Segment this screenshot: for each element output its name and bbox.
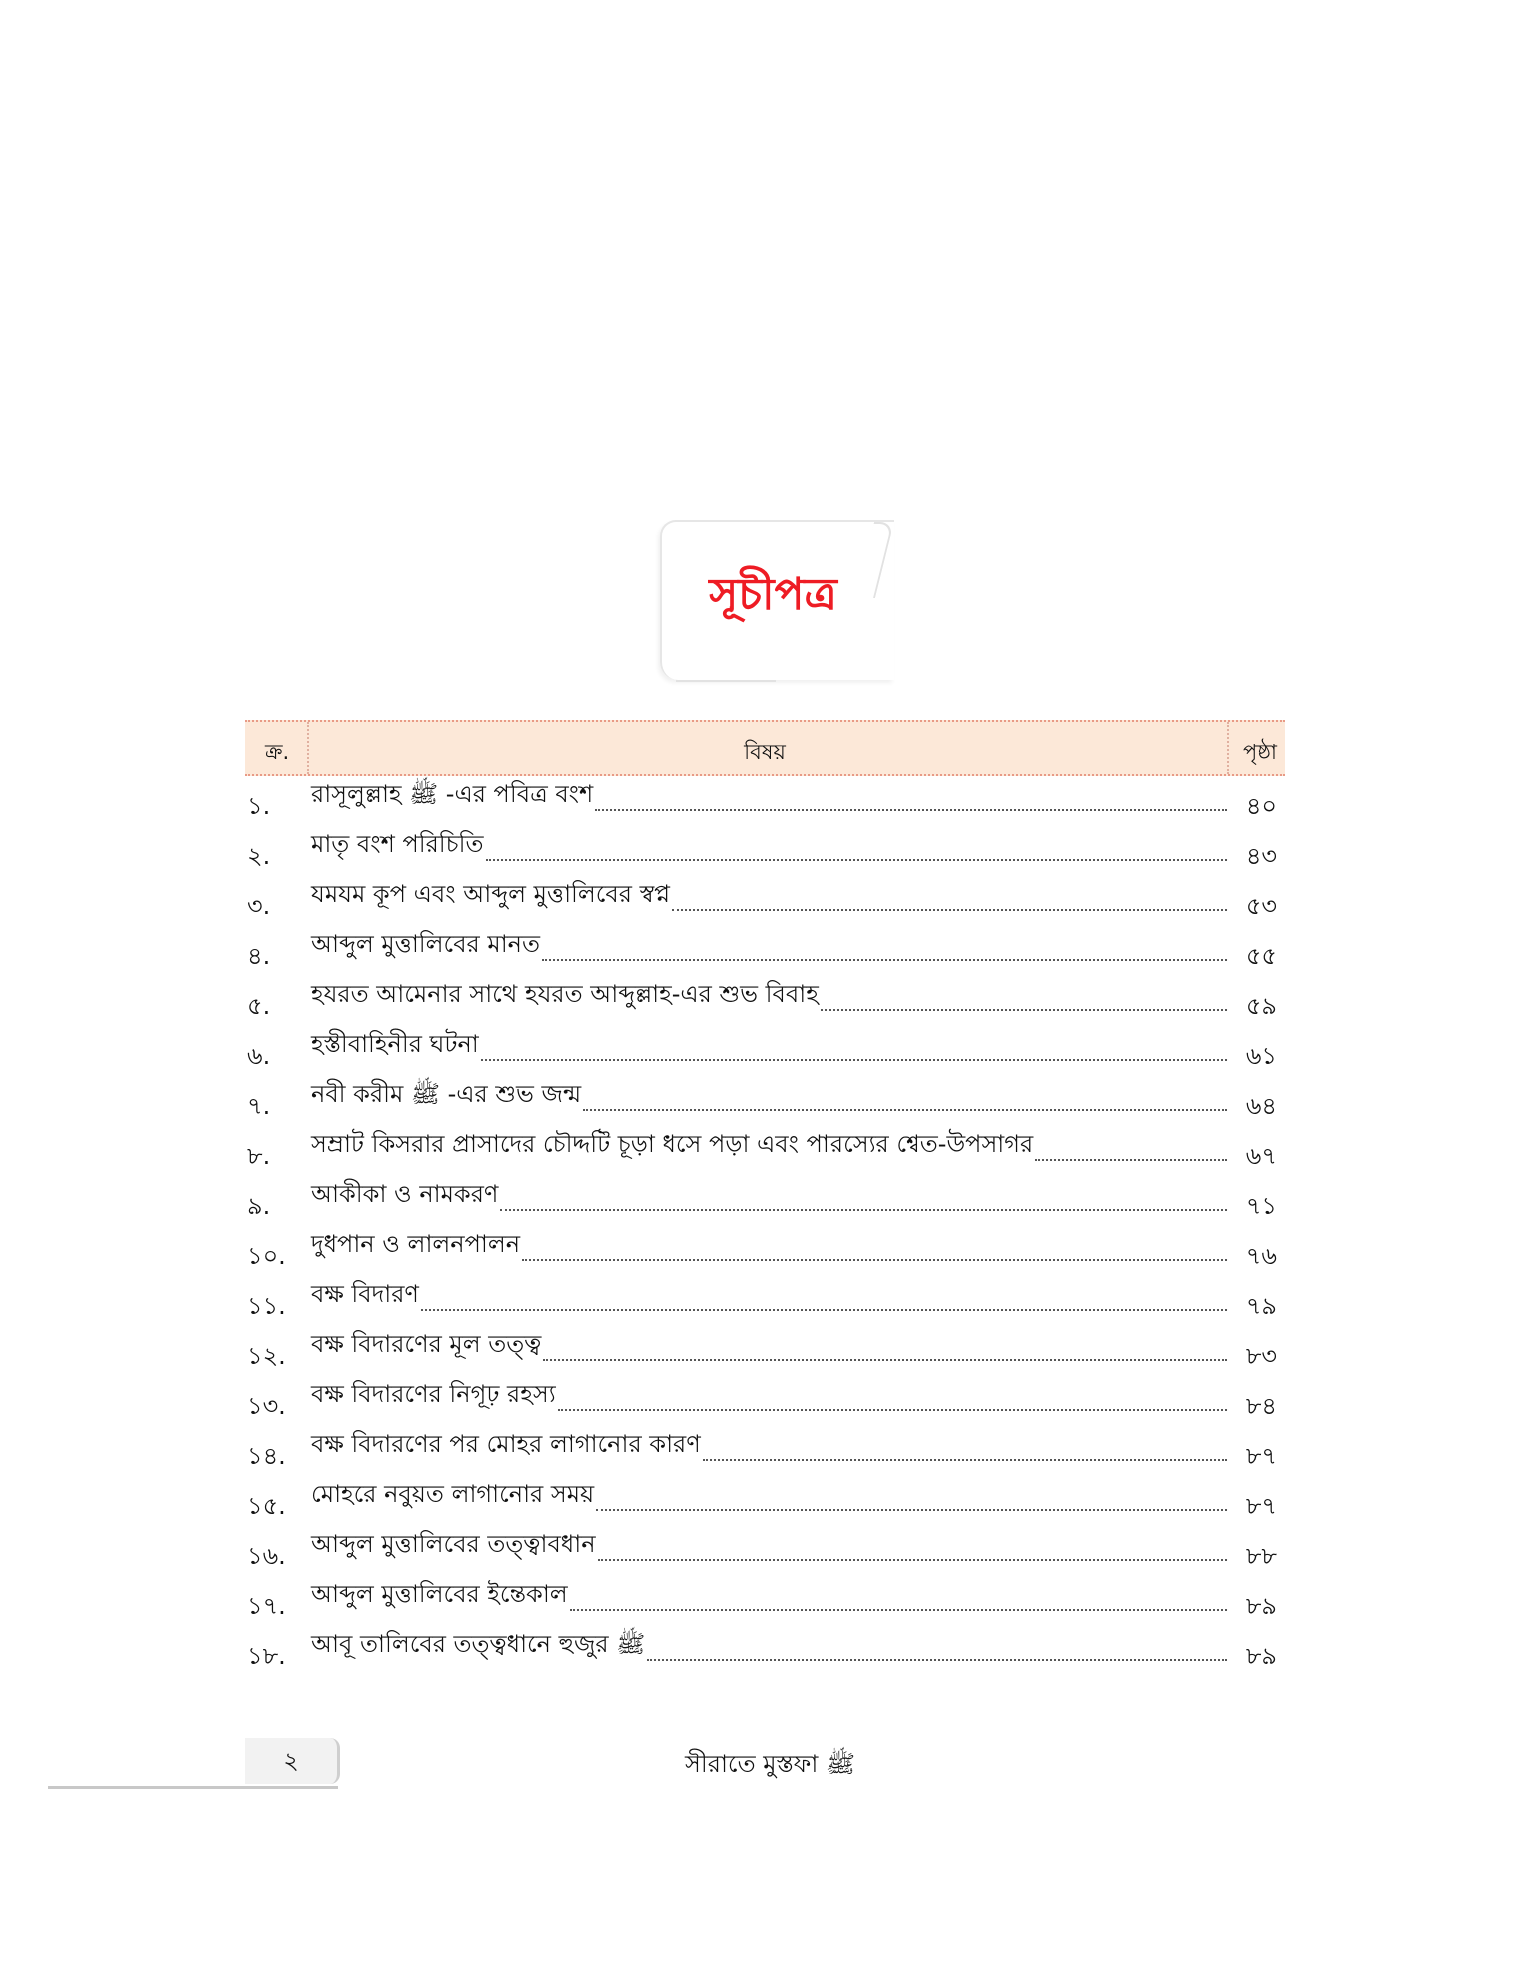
entry-topic: সম্রাট কিসরার প্রাসাদের চৌদ্দটি চূড়া ধসে পড়া এবং পারস্যের শ্বেত-উপসাগর xyxy=(311,1130,1034,1158)
entry-number: ৭. xyxy=(247,1092,271,1120)
header-divider xyxy=(1227,722,1229,774)
entry-number: ৪. xyxy=(247,942,271,970)
entry-topic: বক্ষ বিদারণের পর মোহর লাগানোর কারণ xyxy=(311,1430,701,1458)
toc-row xyxy=(245,1326,1285,1376)
entry-number: ১০. xyxy=(247,1242,286,1270)
entry-line xyxy=(311,1230,1229,1266)
toc-row xyxy=(245,1226,1285,1276)
header-divider xyxy=(307,722,309,774)
entry-page: ৪৩ xyxy=(1245,842,1277,870)
entry-number: ১২. xyxy=(247,1342,286,1370)
entry-line xyxy=(311,1080,1229,1116)
toc-row xyxy=(245,1376,1285,1426)
entry-topic: আব্দুল মুত্তালিবের তত্ত্বাবধান xyxy=(311,1530,596,1558)
dot-leader xyxy=(570,1609,1227,1611)
dot-leader xyxy=(596,1509,1227,1511)
dot-leader xyxy=(583,1109,1227,1111)
entry-number: ৩. xyxy=(247,892,271,920)
entry-topic: হস্তীবাহিনীর ঘটনা xyxy=(311,1030,479,1058)
toc-row xyxy=(245,976,1285,1026)
entry-page: ৪০ xyxy=(1245,792,1277,820)
entry-page: ৮৭ xyxy=(1245,1442,1277,1470)
dot-leader xyxy=(1035,1159,1227,1161)
toc-row xyxy=(245,826,1285,876)
entry-page: ৭৯ xyxy=(1245,1292,1277,1320)
entry-number: ১৪. xyxy=(247,1442,286,1470)
entry-line xyxy=(311,1030,1229,1066)
header-topic: বিষয় xyxy=(744,740,786,764)
toc-row xyxy=(245,926,1285,976)
entry-topic: নবী করীম ﷺ -এর শুভ জন্ম xyxy=(311,1080,582,1108)
entry-line xyxy=(311,980,1229,1016)
entry-topic: আব্দুল মুত্তালিবের ইন্তেকাল xyxy=(311,1580,568,1608)
dot-leader xyxy=(522,1259,1227,1261)
entry-topic: আবূ তালিবের তত্ত্বধানে হুজুর ﷺ xyxy=(311,1630,646,1658)
entry-page: ৬৪ xyxy=(1245,1092,1277,1120)
entry-page: ৬৭ xyxy=(1245,1142,1277,1170)
toc-row xyxy=(245,1476,1285,1526)
entry-number: ১৫. xyxy=(247,1492,286,1520)
entry-number: ১১. xyxy=(247,1292,286,1320)
entry-page: ৫৩ xyxy=(1245,892,1277,920)
entry-number: ১. xyxy=(247,792,271,820)
entry-line xyxy=(311,1480,1229,1516)
entry-line xyxy=(311,1130,1229,1166)
page-number: ২ xyxy=(245,1738,340,1784)
dot-leader xyxy=(595,809,1227,811)
entry-number: ৫. xyxy=(247,992,271,1020)
entry-number: ৬. xyxy=(247,1042,271,1070)
dot-leader xyxy=(542,959,1227,961)
entry-line xyxy=(311,1180,1229,1216)
entry-topic: বক্ষ বিদারণের মূল তত্ত্ব xyxy=(311,1330,542,1358)
entry-number: ১৮. xyxy=(247,1642,286,1670)
entry-number: ১৭. xyxy=(247,1592,286,1620)
entry-line xyxy=(311,880,1229,916)
dot-leader xyxy=(421,1309,1227,1311)
dot-leader xyxy=(558,1409,1227,1411)
entry-page: ৫৫ xyxy=(1245,942,1277,970)
entry-number: ১৬. xyxy=(247,1542,286,1570)
entry-page: ৮৮ xyxy=(1245,1542,1277,1570)
entry-topic: বক্ষ বিদারণ xyxy=(311,1280,419,1308)
entry-topic: মাতৃ বংশ পরিচিতি xyxy=(311,830,484,858)
entry-number: ৮. xyxy=(247,1142,271,1170)
entry-page: ৫৯ xyxy=(1245,992,1277,1020)
entry-line xyxy=(311,1380,1229,1416)
entry-number: ২. xyxy=(247,842,271,870)
dot-leader xyxy=(500,1209,1227,1211)
toc-header xyxy=(245,720,1285,776)
dot-leader xyxy=(672,909,1227,911)
entry-line xyxy=(311,1330,1229,1366)
dot-leader xyxy=(821,1009,1227,1011)
entry-line xyxy=(311,930,1229,966)
toc-row xyxy=(245,1176,1285,1226)
header-number: ক্র. xyxy=(265,740,290,764)
entry-line xyxy=(311,1630,1229,1666)
footer-rule xyxy=(48,1786,338,1789)
dot-leader xyxy=(703,1459,1227,1461)
dot-leader xyxy=(481,1059,1227,1061)
toc-row xyxy=(245,876,1285,926)
toc-row xyxy=(245,1426,1285,1476)
entry-topic: আকীকা ও নামকরণ xyxy=(311,1180,499,1208)
dot-leader xyxy=(543,1359,1227,1361)
toc-row xyxy=(245,1076,1285,1126)
table-of-contents xyxy=(245,720,1285,1676)
toc-row xyxy=(245,776,1285,826)
entry-page: ৬১ xyxy=(1245,1042,1277,1070)
entry-page: ৮৩ xyxy=(1245,1342,1277,1370)
entry-page: ৮৭ xyxy=(1245,1492,1277,1520)
entry-page: ৭৬ xyxy=(1245,1242,1277,1270)
toc-row xyxy=(245,1576,1285,1626)
entry-line xyxy=(311,830,1229,866)
book-title: সীরাতে মুস্তফা ﷺ xyxy=(685,1750,855,1778)
page-title: সূচীপত্র xyxy=(709,569,837,620)
entry-topic: বক্ষ বিদারণের নিগূঢ় রহস্য xyxy=(311,1380,556,1408)
entry-topic: হযরত আমেনার সাথে হযরত আব্দুল্লাহ-এর শুভ বিবাহ xyxy=(311,980,819,1008)
entry-page: ৭১ xyxy=(1245,1192,1277,1220)
toc-body xyxy=(245,776,1285,1676)
entry-line xyxy=(311,780,1229,816)
entry-topic: রাসূলুল্লাহ ﷺ -এর পবিত্র বংশ xyxy=(311,780,594,808)
entry-number: ৯. xyxy=(247,1192,271,1220)
entry-line xyxy=(311,1280,1229,1316)
entry-page: ৮৯ xyxy=(1245,1642,1277,1670)
toc-row xyxy=(245,1526,1285,1576)
entry-page: ৮৯ xyxy=(1245,1592,1277,1620)
entry-topic: দুধপান ও লালনপালন xyxy=(311,1230,521,1258)
dot-leader xyxy=(598,1559,1227,1561)
toc-row xyxy=(245,1276,1285,1326)
header-page: পৃষ্ঠা xyxy=(1242,740,1277,764)
toc-row xyxy=(245,1626,1285,1676)
entry-line xyxy=(311,1430,1229,1466)
entry-topic: আব্দুল মুত্তালিবের মানত xyxy=(311,930,541,958)
title-card-bottom-edge xyxy=(676,680,776,682)
entry-page: ৮৪ xyxy=(1245,1392,1277,1420)
dot-leader xyxy=(647,1659,1227,1661)
toc-row xyxy=(245,1026,1285,1076)
dot-leader xyxy=(486,859,1228,861)
toc-row xyxy=(245,1126,1285,1176)
entry-number: ১৩. xyxy=(247,1392,286,1420)
entry-topic: যমযম কূপ এবং আব্দুল মুত্তালিবের স্বপ্ন xyxy=(311,880,671,908)
entry-line xyxy=(311,1530,1229,1566)
entry-topic: মোহরে নবুয়ত লাগানোর সময় xyxy=(311,1480,595,1508)
entry-line xyxy=(311,1580,1229,1616)
